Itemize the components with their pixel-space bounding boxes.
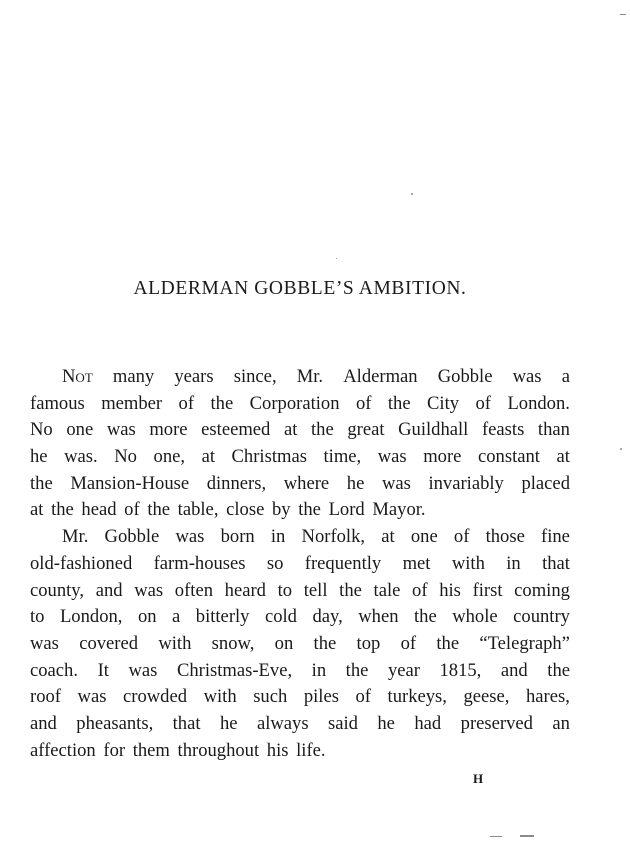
word: coach. (30, 659, 79, 681)
word: at (381, 526, 395, 548)
word: more (423, 446, 462, 468)
drop-word: Not (62, 366, 93, 387)
word: always (256, 712, 309, 734)
paragraph-2-line-1 (30, 524, 570, 551)
word: to (277, 579, 293, 601)
scan-speck (490, 836, 502, 837)
word: that (172, 712, 201, 734)
word: “Telegraph” (479, 632, 570, 654)
word: constant (477, 446, 540, 468)
word: year (387, 659, 420, 681)
word: in (506, 552, 521, 574)
word: a (172, 606, 181, 628)
scan-speck (520, 835, 534, 837)
word: with (158, 632, 192, 654)
paragraph-2-line-5 (30, 631, 570, 658)
paragraph-2-line-7 (30, 684, 570, 711)
paragraph-1-line-4 (30, 444, 570, 471)
word: of (178, 392, 195, 414)
word: so (266, 552, 284, 574)
word: where (283, 472, 330, 494)
word: with (203, 686, 237, 708)
word: of (453, 526, 470, 548)
word: was (77, 686, 107, 708)
word: great (347, 419, 385, 441)
word: born (220, 526, 255, 548)
scan-speck (620, 14, 626, 15)
word: old-fashioned (30, 552, 133, 574)
word: met (402, 552, 431, 574)
word: and (95, 579, 123, 601)
word: many (112, 366, 155, 387)
scan-speck (336, 258, 337, 259)
word: heard (224, 579, 266, 601)
paragraph-1-line-5 (30, 471, 570, 498)
word: of (355, 686, 371, 708)
word: tell (303, 579, 328, 601)
word: frequently (304, 552, 382, 574)
word: bitterly (195, 606, 250, 628)
word: was. (64, 446, 98, 468)
word: one, (153, 446, 186, 468)
word: was (128, 659, 158, 681)
word: Gobble (437, 366, 493, 387)
word: fine (541, 526, 570, 548)
paragraph-1-lines (30, 391, 570, 498)
word: of (355, 392, 372, 414)
word: he (346, 472, 365, 494)
signature-mark: H (473, 771, 484, 786)
paragraph-1-line-1 (30, 364, 570, 391)
word: tale (373, 579, 401, 601)
word: day, (312, 606, 343, 628)
paragraph-2-line-6 (30, 658, 570, 685)
chapter-title: ALDERMAN GOBBLE’S AMBITION. (133, 278, 467, 299)
word: London. (507, 392, 570, 414)
word: when (358, 606, 399, 628)
word: London, (59, 606, 123, 628)
word: an (552, 712, 570, 734)
word: was (106, 419, 136, 441)
word: preserved (460, 712, 533, 734)
paragraph-2-line-3 (30, 578, 570, 605)
word: of (475, 392, 491, 414)
word: placed (521, 472, 570, 494)
word: coming (514, 579, 570, 601)
word: was (30, 632, 59, 654)
word: member (101, 392, 163, 414)
word: 1815, (439, 659, 482, 681)
word: a (561, 366, 570, 387)
word: feasts (481, 419, 525, 441)
paragraph-1-line-2 (30, 391, 570, 418)
word: was (512, 366, 542, 387)
word: had (414, 712, 442, 734)
word: with (451, 552, 485, 574)
word: snow, (211, 632, 255, 654)
word: that (542, 552, 570, 574)
word: Mansion-House (70, 472, 190, 494)
word: he (30, 446, 48, 468)
word: since, (233, 366, 277, 387)
word: Norfolk, (301, 526, 366, 548)
word: City (427, 392, 460, 414)
word: such (253, 686, 288, 708)
word: the (436, 632, 460, 654)
word: more (149, 419, 188, 441)
word: Mr. (296, 366, 324, 387)
word: No (30, 419, 53, 441)
word: years (174, 366, 214, 387)
word: the (311, 419, 334, 441)
word: the (345, 659, 369, 681)
word: in (270, 526, 286, 548)
word: at (283, 419, 298, 441)
word: of (400, 632, 417, 654)
paragraph-2-line-4 (30, 604, 570, 631)
word: was (381, 472, 411, 494)
word: county, (30, 579, 85, 601)
paragraph-2-line-8 (30, 711, 570, 738)
word: the (210, 392, 234, 414)
scan-speck (620, 448, 622, 450)
word: geese, (463, 686, 510, 708)
word: the (313, 632, 337, 654)
word: first (472, 579, 503, 601)
word: at (556, 446, 570, 468)
word: on (274, 632, 294, 654)
word: said (328, 712, 358, 734)
word: Mr. (62, 526, 89, 548)
word: dinners, (206, 472, 267, 494)
word: the (387, 392, 411, 414)
word: It (97, 659, 109, 681)
word: was (377, 446, 407, 468)
word: the (30, 472, 53, 494)
paragraph-2-lines (30, 551, 570, 738)
word: he (377, 712, 395, 734)
word: country (513, 606, 570, 628)
word: those (485, 526, 525, 548)
word: roof (30, 686, 61, 708)
paragraph-1-line-3 (30, 417, 570, 444)
word: whole (452, 606, 498, 628)
word: covered (79, 632, 139, 654)
word: at (201, 446, 215, 468)
word: turkeys, (387, 686, 447, 708)
word: the (339, 579, 362, 601)
word: Corporation (249, 392, 340, 414)
word: of (412, 579, 428, 601)
word: Gobble (104, 526, 160, 548)
word: was (175, 526, 205, 548)
word: in (311, 659, 327, 681)
word: No (114, 446, 137, 468)
word: pheasants, (76, 712, 154, 734)
word: Alderman (343, 366, 418, 387)
word: top (356, 632, 381, 654)
word: and (500, 659, 528, 681)
word: and (30, 712, 57, 734)
word: he (219, 712, 238, 734)
paragraph-1-last-line: at the head of the table, close by the Lord Mayor. (30, 499, 426, 521)
word: was (134, 579, 164, 601)
word: often (174, 579, 214, 601)
paragraph-2-line-2 (30, 551, 570, 578)
word: hares, (525, 686, 570, 708)
word: esteemed (201, 419, 271, 441)
word: to (30, 606, 45, 628)
word: time, (323, 446, 362, 468)
paragraph-2-last-line: affection for them throughout his life. (30, 739, 326, 761)
word: invariably (428, 472, 504, 494)
word: his (439, 579, 461, 601)
word: farm-houses (153, 552, 246, 574)
scan-speck (411, 193, 413, 195)
word: one (66, 419, 94, 441)
word: on (137, 606, 157, 628)
word: Christmas-Eve, (176, 659, 293, 681)
word: than (537, 419, 570, 441)
word: cold (264, 606, 297, 628)
word: Guildhall (398, 419, 469, 441)
word: Christmas (231, 446, 307, 468)
word: crowded (123, 686, 188, 708)
word: the (414, 606, 437, 628)
body-text (30, 364, 570, 764)
word: one (410, 526, 438, 548)
word: piles (303, 686, 339, 708)
word: the (547, 659, 570, 681)
word: famous (30, 392, 85, 414)
